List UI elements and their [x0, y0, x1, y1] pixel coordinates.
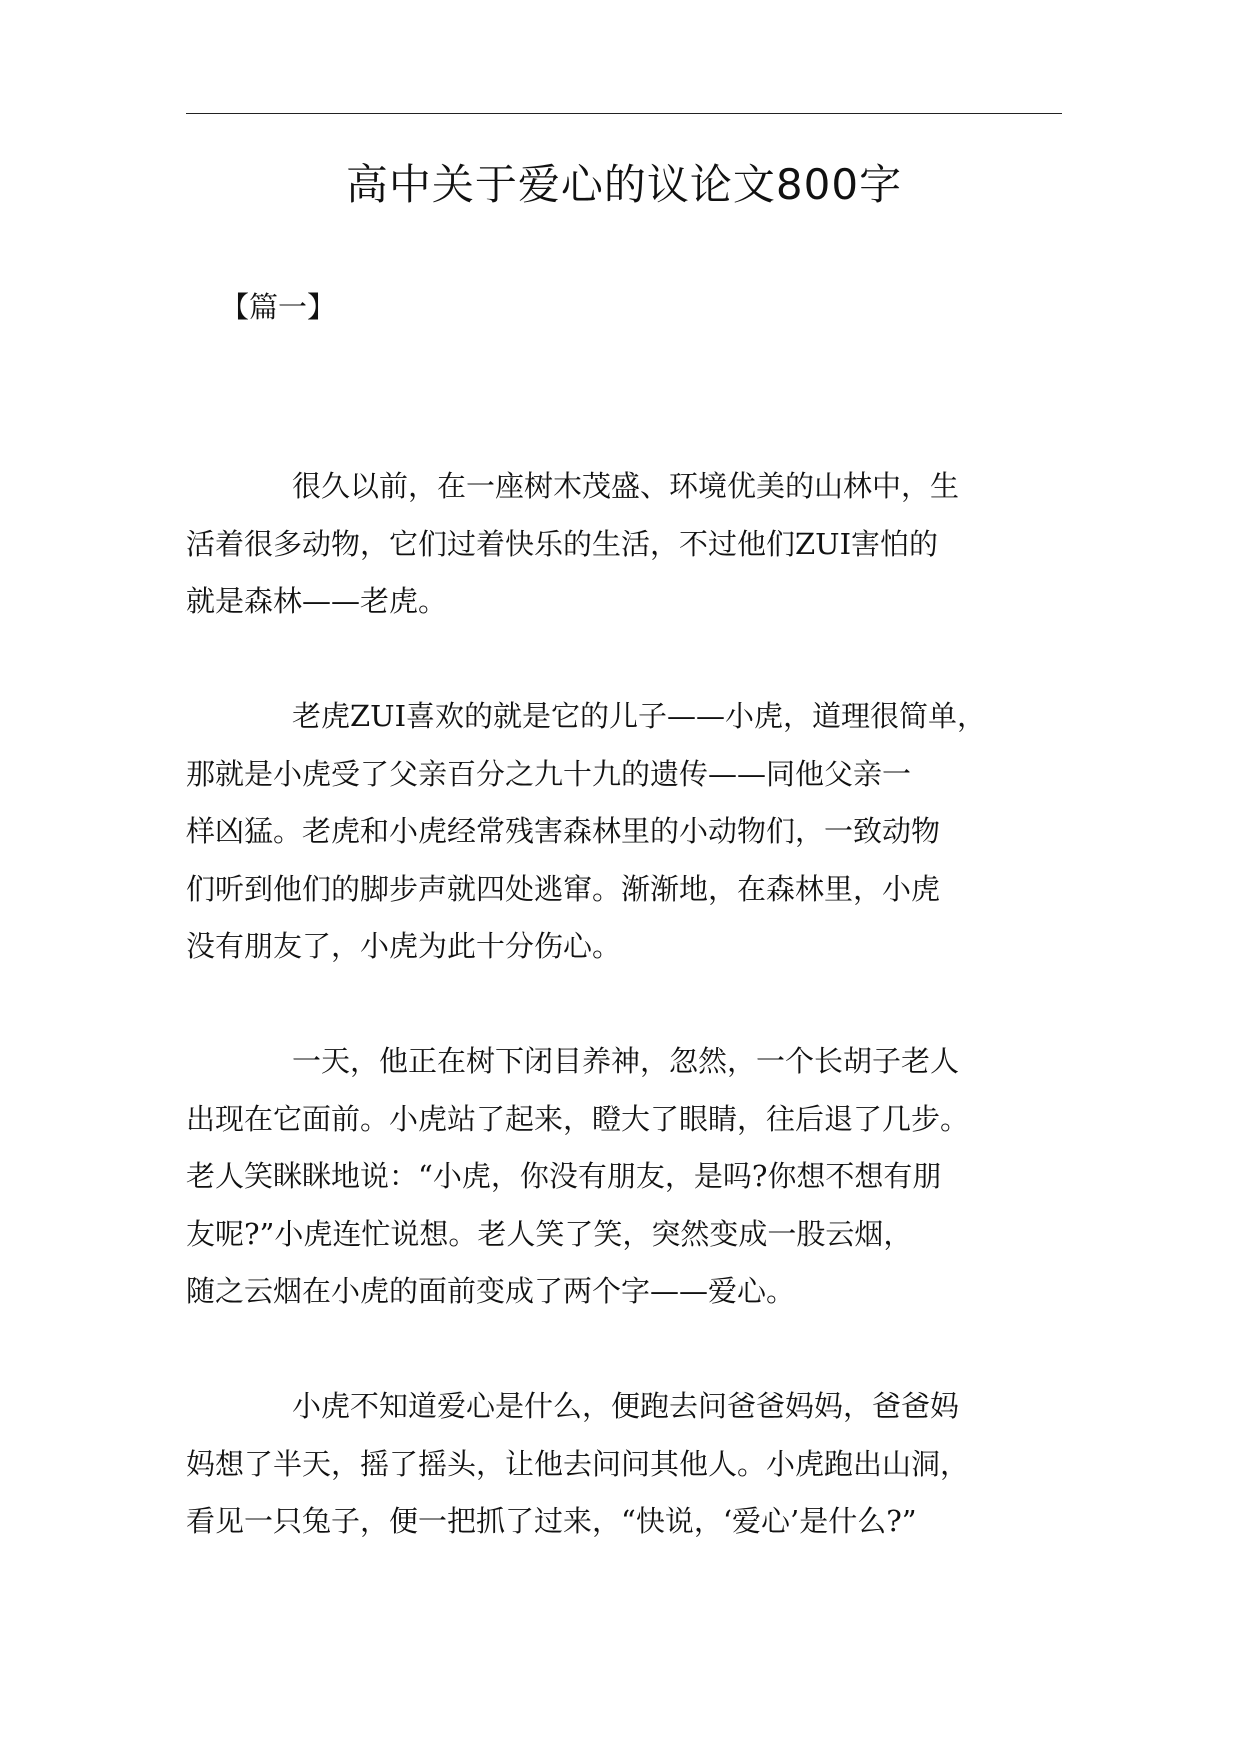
paragraph-line: 就是森林——老虎。: [186, 584, 448, 618]
paragraph-line: 没有朋友了，小虎为此十分伤心。: [186, 929, 622, 963]
paragraph-line: 随之云烟在小虎的面前变成了两个字——爱心。: [186, 1274, 796, 1308]
document-body: [186, 458, 1066, 1608]
paragraph-line: 们听到他们的脚步声就四处逃窜。渐渐地，在森林里，小虎: [186, 871, 941, 906]
paragraph: [186, 458, 1066, 631]
paragraph-line: 很久以前，在一座树木茂盛、环境优美的山林中，生: [292, 469, 960, 503]
paragraph-line: 出现在它面前。小虎站了起来，瞪大了眼睛，往后退了几步。: [186, 1101, 970, 1136]
paragraph-line: 一天，他正在树下闭目养神，忽然，一个长胡子老人: [292, 1044, 960, 1078]
paragraph-line: 小虎不知道爱心是什么，便跑去问爸爸妈妈，爸爸妈: [292, 1389, 960, 1423]
paragraph: [186, 1378, 1066, 1551]
header-rule: [186, 113, 1062, 114]
paragraph-line: 友呢?”小虎连忙说想。老人笑了笑，突然变成一股云烟，: [186, 1216, 913, 1251]
paragraph-line: 活着很多动物，它们过着快乐的生活，不过他们ZUI害怕的: [186, 526, 939, 561]
paragraph-line: 妈想了半天，摇了摇头，让他去问问其他人。小虎跑出山洞，: [186, 1446, 970, 1481]
section-label: 【篇一】: [220, 290, 337, 324]
paragraph-line: 样凶猛。老虎和小虎经常残害森林里的小动物们，一致动物: [186, 814, 941, 848]
paragraph: [186, 1033, 1066, 1321]
paragraph-line: 那就是小虎受了父亲百分之九十九的遗传——同他父亲一: [186, 756, 912, 791]
paragraph-line: 看见一只兔子，便一把抓了过来，“快说，‘爱心’是什么?”: [186, 1504, 917, 1538]
paragraph: [186, 688, 1066, 976]
paragraph-line: 老虎ZUI喜欢的就是它的儿子——小虎，道理很简单，: [292, 699, 987, 733]
document-title: 高中关于爱心的议论文800字: [345, 160, 903, 209]
paragraph-line: 老人笑眯眯地说：“小虎，你没有朋友，是吗?你想不想有朋: [186, 1159, 942, 1193]
